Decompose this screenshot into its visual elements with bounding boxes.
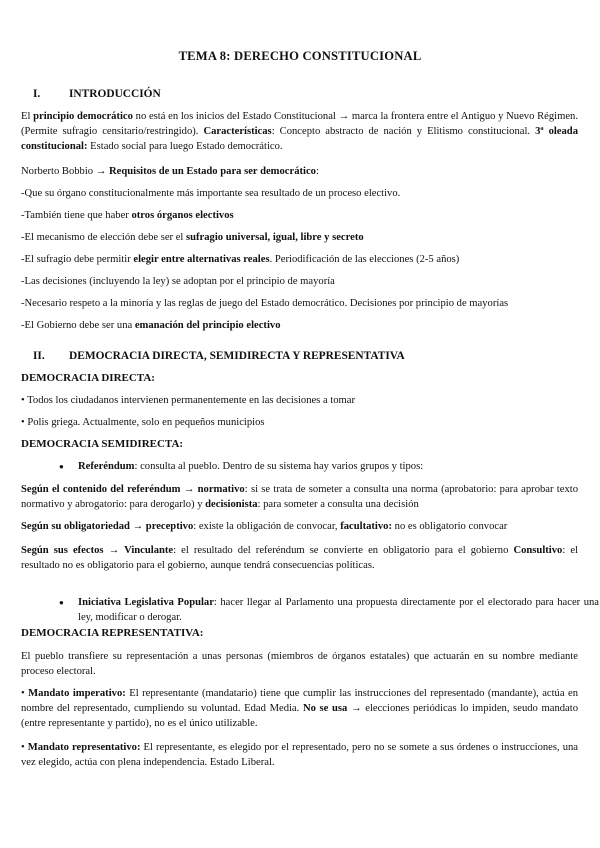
text: : consulta al pueblo. Dentro de su sistema hay varios grupos y tipos:: [134, 461, 424, 472]
bullet: •: [21, 742, 28, 753]
requirement-7: [21, 318, 578, 333]
directa-item-2: • Polis griega. Actualmente, solo en pequeños municipios: [21, 417, 265, 428]
section-number: II.: [33, 350, 45, 362]
bold-text: Iniciativa Legislativa Popular: [78, 597, 214, 609]
bold-text: Según el contenido del referéndum → normativo: [21, 484, 245, 495]
referendum-contenido: [21, 482, 578, 512]
text: : para someter a consulta una decisión: [257, 499, 419, 511]
text: no está en los inicios del Estado Constitucional → marca la frontera entre el Antiguo y Nuevo Régimen. (Permite sufragio censitario/restringido).: [21, 111, 578, 138]
text: El: [21, 111, 34, 122]
bullet-referendum: [42, 459, 599, 474]
bold-text: Según su obligatoriedad → preceptivo: [21, 521, 194, 532]
bullet-ilp: [42, 595, 599, 625]
subheading-semidirecta: DEMOCRACIA SEMIDIRECTA:: [21, 438, 184, 450]
referendum-obligatoriedad: [21, 519, 578, 534]
text: El representante (mandatario) tiene que cumplir las instrucciones del representado (mandante), actúa en nombre del representado, cumpliendo su voluntad. Edad Media.: [21, 688, 578, 715]
bobbio-line: [21, 164, 578, 179]
section-heading-introduccion: [21, 87, 578, 102]
text: : el resultado del referéndum se convierte en obligatorio para el gobierno: [173, 545, 514, 556]
text: Estado social para luego Estado democrático.: [87, 141, 283, 153]
text: -El mecanismo de elección debe ser el: [21, 232, 187, 243]
bold-text: emanación del principio electivo: [134, 320, 281, 331]
section-title: DEMOCRACIA DIRECTA, SEMIDIRECTA Y REPRESENTATIVA: [69, 350, 405, 362]
bold-text: otros órganos electivos: [131, 210, 234, 221]
requirement-1: -Que su órgano constitucionalmente más importante sea resultado de un proceso electivo.: [21, 188, 401, 199]
requirement-6: -Necesario respeto a la minoría y las reglas de juego del Estado democrático. Decisiones por principio de mayorías: [21, 298, 509, 309]
section-title: INTRODUCCIÓN: [69, 88, 161, 100]
text: -También tiene que haber: [21, 210, 132, 221]
requirement-4: [21, 252, 578, 267]
text: :: [315, 166, 319, 177]
subheading-representativa: DEMOCRACIA REPRESENTATIVA:: [21, 627, 204, 639]
text: : Concepto abstracto de nación y Elitismo constitucional.: [271, 126, 536, 138]
text: -El Gobierno debe ser una: [21, 320, 135, 331]
text: no es obligatorio convocar: [392, 521, 508, 532]
subheading-directa: DEMOCRACIA DIRECTA:: [21, 372, 155, 384]
text: : si se trata de someter a consulta una norma (aprobatorio: para aprobar texto normativo y abrogatorio: para derogarlo) y: [21, 484, 578, 511]
document-title: TEMA 8: DERECHO CONSTITUCIONAL: [178, 49, 422, 63]
bold-text: Requisitos de un Estado para ser democrático: [108, 166, 316, 177]
bold-text: principio democrático: [33, 111, 133, 122]
bold-text: decisionista: [205, 499, 258, 511]
bold-text: 3ª oleada constitucional:: [21, 126, 578, 153]
text: : hacer llegar al Parlamento una propuesta directamente por el electorado para hacer una ley, modificar o derogar.: [78, 597, 599, 624]
bold-text: Mandato representativo:: [27, 742, 141, 753]
requirement-2: [21, 208, 578, 223]
intro-paragraph: [21, 109, 578, 155]
bold-text: sufragio universal, igual, libre y secreto: [186, 232, 364, 243]
requirement-5: -Las decisiones (incluyendo la ley) se adoptan por el principio de mayoría: [21, 276, 335, 287]
bold-text: elegir entre alternativas reales: [133, 254, 270, 265]
requirement-3: [21, 230, 578, 245]
bold-text: Características: [203, 126, 272, 138]
bold-text: facultativo:: [340, 521, 392, 532]
mandato-imperativo: [21, 686, 578, 732]
bold-text: Referéndum: [78, 461, 135, 472]
text: → elecciones periódicas lo impiden, seudo mandato (entre representante y partido), no es el único utilizable.: [21, 703, 578, 730]
text: Norberto Bobbio →: [21, 166, 109, 177]
text: : el resultado no es obligatorio para el gobierno, aunque tendrá consecuencias políticas.: [21, 545, 579, 572]
bold-text: Según sus efectos → Vinculante: [21, 545, 174, 556]
referendum-efectos: [21, 543, 578, 573]
bold-text: Mandato imperativo:: [28, 688, 126, 699]
bullet: •: [21, 688, 29, 699]
mandato-representativo: [21, 740, 578, 770]
text: El representante, es elegido por el representado, pero no se somete a sus órdenes o instrucciones, una vez elegido, actúa con plena independencia. Estado Liberal.: [21, 742, 578, 769]
text: . Periodificación de las elecciones (2-5 años): [269, 254, 460, 265]
directa-item-1: • Todos los ciudadanos intervienen permanentemente en las decisiones a tomar: [21, 395, 356, 406]
bold-text: Consultivo: [513, 545, 563, 556]
text: -El sufragio debe permitir: [21, 254, 134, 265]
text: : existe la obligación de convocar,: [193, 521, 341, 532]
section-heading-democracia: [21, 349, 578, 364]
section-number: I.: [33, 88, 41, 100]
representativa-paragraph: El pueblo transfiere su representación a unas personas (miembros de órganos estatales) que actuarán en su nombre mediante proceso electoral.: [21, 651, 578, 678]
bold-text: No se usa: [302, 703, 348, 715]
